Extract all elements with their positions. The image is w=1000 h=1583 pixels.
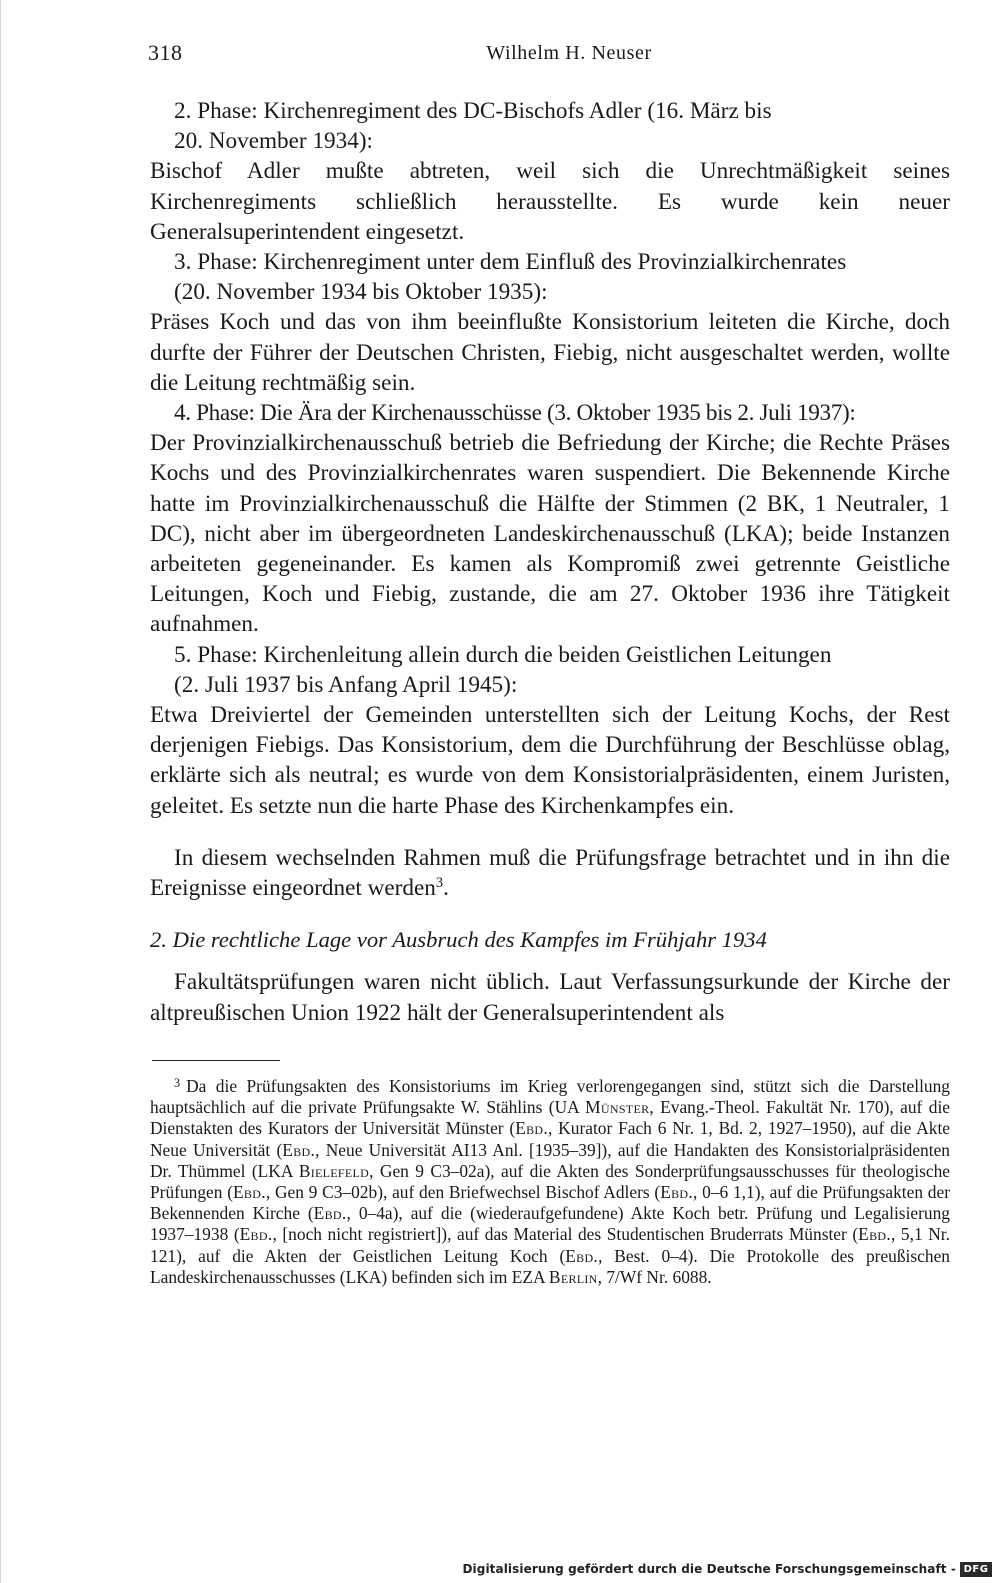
paragraph-gap [150, 821, 950, 843]
phase2-heading-line1: 2. Phase: Kirchenregiment des DC-Bischofs Adler (16. März bis [174, 98, 772, 124]
footnote-rule [152, 1060, 280, 1061]
page-number: 318 [148, 40, 183, 65]
phase4-heading: 4. Phase: Die Ära der Kirchenausschüsse (3. Oktober 1935 bis 2. Juli 1937): [174, 400, 856, 427]
dfg-credit-text: Digitalisierung gefördert durch die Deutsche Forschungsgemeinschaft - [462, 1562, 956, 1576]
footnote-text: Da die Prüfungsakten des Konsistoriums im Krieg verlorengegangen sind, stützt sich die Darstellung hauptsächlich auf die private Prüfungsakte W. Stählins (UA [150, 1076, 950, 1118]
footnote-smallcaps: Ebd. [660, 1182, 694, 1203]
framework-paragraph [150, 843, 950, 903]
body-text [150, 96, 950, 1028]
footnote-3 [150, 1076, 950, 1288]
footnote-text: , 5,1 Nr. 121), auf die Akten der Geistlichen Leitung Koch ( [150, 1224, 950, 1266]
footnote-smallcaps: Ebd. [233, 1182, 266, 1203]
phase3-heading-line1: 3. Phase: Kirchenregiment unter dem Einfluß des Provinzialkirchenrates [174, 249, 847, 276]
page-header [148, 40, 950, 74]
paragraph-gap [150, 955, 950, 967]
phase2-heading-line2: 20. November 1934): [174, 128, 373, 155]
footnote-smallcaps: Ebd. [313, 1203, 347, 1224]
footnote-smallcaps: Ebd. [858, 1224, 892, 1245]
footnote-text: , Kurator Fach 6 Nr. 1, Bd. 2, 1927–1950), auf die Akte Neue Universität ( [150, 1118, 950, 1160]
footnote-reference: 3 [435, 875, 444, 892]
footnote-smallcaps: Münster [585, 1097, 650, 1118]
footnote-text: , Gen 9 C3–02a), auf die Akten des Sonderprüfungsausschusses für theologische Prüfungen ( [150, 1160, 950, 1203]
footnote-mark: 3 [174, 1075, 181, 1090]
footnote-smallcaps: Ebd. [239, 1224, 273, 1245]
phase3-heading [150, 247, 950, 307]
paragraph-gap [150, 903, 950, 925]
phase5-heading [150, 640, 950, 700]
phase5-heading-line1: 5. Phase: Kirchenleitung allein durch die beiden Geistlichen Leitungen [174, 641, 832, 668]
footnote-smallcaps: Ebd. [282, 1139, 316, 1160]
footnote-text: , Gen 9 C3–02b), auf den Briefwechsel Bischof Adlers ( [265, 1182, 661, 1203]
dfg-footer [462, 1559, 992, 1579]
phase3-heading-line2: (20. November 1934 bis Oktober 1935): [174, 279, 548, 306]
footnote-smallcaps: Berlin [548, 1266, 598, 1287]
phase5-heading-line2: (2. Juli 1937 bis Anfang April 1945): [174, 671, 518, 698]
phase4-text: Der Provinzialkirchenausschuß betrieb die Befriedung der Kirche; die Rechte Präses Kochs und des Provinzialkirchenrates waren suspendiert. Die Bekennende Kirche hatte im Provinzialkirchenausschuß die Hälfte der Stimmen (2 BK, 1 Neutraler, 1 DC), nicht aber im übergeordneten Landeskirchenausschuß (LKA); beide Instanzen arbeiteten gegeneinander. Es kamen als Kompromiß zwei getrennte Geistliche Leitungen, Koch und Fiebig, zustande, die am 27. Oktober 1936 ihre Tätigkeit aufnahmen. [150, 430, 950, 638]
footnote-smallcaps: Ebd. [565, 1245, 599, 1266]
footnote-text: , 7/Wf Nr. 6088. [597, 1266, 712, 1287]
footnote-text: , [noch nicht registriert]), auf das Material des Studentischen Bruderrats Münster ( [272, 1224, 859, 1245]
framework-end: . [443, 875, 449, 902]
framework-text: In diesem wechselnden Rahmen muß die Prüfungsfrage betrachtet und in ihn die Ereignisse eingeordnet werden [150, 844, 950, 902]
footnotes [150, 1076, 950, 1288]
section-heading: 2. Die rechtliche Lage vor Ausbruch des Kampfes im Frühjahr 1934 [150, 927, 767, 953]
footnote-text: , Best. 0–4). Die Protokolle des preußischen Landeskirchenausschusses (LKA) befinden sich im EZA [150, 1245, 950, 1287]
running-head: Wilhelm H. Neuser [486, 42, 652, 64]
footnote-smallcaps: Bielefeld [298, 1160, 370, 1181]
phase5-text: Etwa Dreiviertel der Gemeinden unterstellten sich der Leitung Kochs, der Rest derjenigen Fiebigs. Das Konsistorium, dem die Durchführung der Beschlüsse oblag, erklärte sich als neutral; es wurde von dem Konsistorialpräsidenten, einem Juristen, geleitet. Es setzte nun die harte Phase des Kirchenkampfes ein. [150, 702, 950, 819]
footnote-text: , 0–6 1,1), auf die Prüfungsakten der Bekennenden Kirche ( [150, 1182, 950, 1224]
footnote-text: , Neue Universität AI13 Anl. [1935–39]), auf die Handakten des Konsistorialpräsidenten Dr. Thümmel (LKA [150, 1139, 950, 1181]
dfg-logo: DFG [960, 1562, 992, 1577]
footnote-text: , 0–4a), auf die (wiederaufgefundene) Akte Koch betr. Prüfung und Legalisierung 1937–1938 ( [150, 1203, 951, 1245]
section-paragraph: Fakultätsprüfungen waren nicht üblich. Laut Verfassungsurkunde der Kirche der altpreußischen Union 1922 hält der Generalsuperintendent als [150, 969, 950, 1026]
phase3-text: Präses Koch und das von ihm beeinflußte Konsistorium leiteten die Kirche, doch durfte der Führer der Deutschen Christen, Fiebig, nicht ausgeschaltet werden, wollte die Leitung rechtmäßig sein. [150, 309, 950, 396]
phase2-text: Bischof Adler mußte abtreten, weil sich die Unrechtmäßigkeit seines Kirchenregiments schließlich herausstellte. Es wurde kein neuer Generalsuperintendent eingesetzt. [150, 158, 950, 245]
footnote-smallcaps: Ebd. [515, 1118, 549, 1139]
phase2-heading [150, 96, 950, 156]
footnote-text: , Evang.-Theol. Fakultät Nr. 170), auf die Dienstakten des Kurators der Universität Münster ( [150, 1097, 950, 1139]
